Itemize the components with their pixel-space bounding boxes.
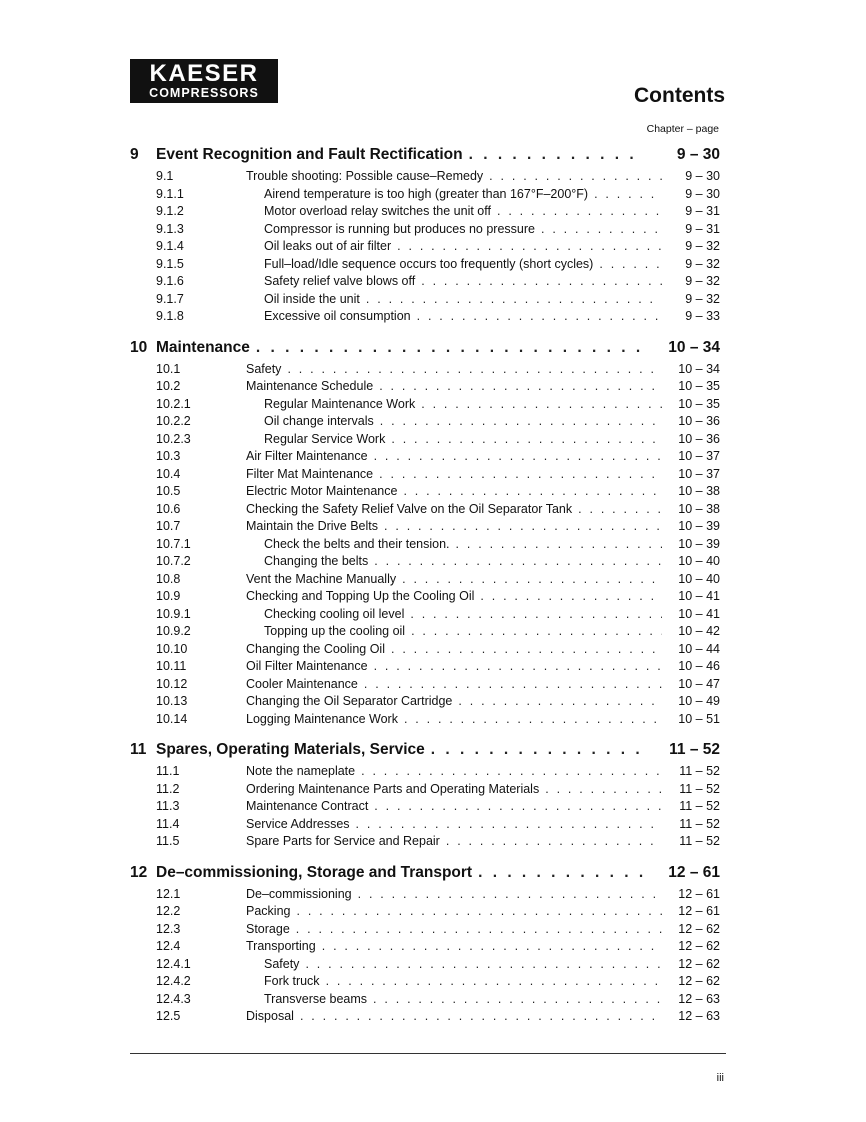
dot-leader xyxy=(599,256,662,274)
toc-section xyxy=(130,335,720,729)
dot-leader xyxy=(541,221,662,239)
entry-number: 9.1.6 xyxy=(156,274,184,288)
entry-page: 11 – 52 xyxy=(679,764,720,778)
dot-leader xyxy=(322,938,662,956)
entry-title: De–commissioning xyxy=(246,886,352,901)
toc-entry[interactable] xyxy=(130,658,720,676)
entry-page: 9 – 30 xyxy=(685,169,720,183)
entry-number: 10.8 xyxy=(156,571,181,586)
entry-page: 11 – 52 xyxy=(679,816,720,831)
toc-entry[interactable] xyxy=(130,553,720,571)
chapter-number: 9 xyxy=(130,146,139,163)
entry-number: 10.12 xyxy=(156,676,188,691)
entry-number: 10.7 xyxy=(156,519,181,533)
toc-entry[interactable] xyxy=(130,1008,720,1026)
entry-number: 12.2 xyxy=(156,904,181,918)
toc-entry[interactable] xyxy=(130,956,720,974)
entry-number: 10.6 xyxy=(156,501,181,516)
entry-number: 12.4.3 xyxy=(156,991,191,1006)
entry-page: 12 – 61 xyxy=(678,904,720,918)
entry-number: 10.5 xyxy=(156,484,181,498)
toc-entry[interactable] xyxy=(130,308,720,326)
toc-entry[interactable] xyxy=(130,921,720,939)
chapter-number: 10 xyxy=(130,338,148,356)
entry-title: Disposal xyxy=(246,1009,294,1023)
toc-entry[interactable] xyxy=(130,886,720,904)
entry-title: Checking the Safety Relief Valve on the Oil Separator Tank xyxy=(246,501,573,516)
entry-page: 11 – 52 xyxy=(679,799,720,813)
entry-number: 11.2 xyxy=(156,781,180,796)
dot-leader xyxy=(469,142,644,168)
chapter-page: 10 – 34 xyxy=(668,338,720,356)
entry-title: Changing the Oil Separator Cartridge xyxy=(246,694,453,708)
toc-entry[interactable] xyxy=(130,256,720,274)
dot-leader xyxy=(421,396,662,414)
entry-page: 10 – 39 xyxy=(678,519,720,533)
dot-leader xyxy=(594,186,662,204)
entry-title: Full–load/Idle sequence occurs too frequently (short cycles) xyxy=(264,256,594,271)
entry-title: Ordering Maintenance Parts and Operating Materials xyxy=(246,781,540,796)
dot-leader xyxy=(300,1008,662,1026)
entry-title: Maintain the Drive Belts xyxy=(246,519,379,533)
entry-title: Transporting xyxy=(246,939,316,953)
entry-page: 10 – 46 xyxy=(678,659,720,673)
toc-entry[interactable] xyxy=(130,798,720,816)
dot-leader xyxy=(410,606,662,624)
toc-entry[interactable] xyxy=(130,466,720,484)
page-number: iii xyxy=(716,1072,724,1084)
toc-entry[interactable] xyxy=(130,361,720,379)
toc-entry[interactable] xyxy=(130,483,720,501)
dot-leader xyxy=(456,536,662,554)
entry-number: 10.7.1 xyxy=(156,536,191,551)
entry-page: 11 – 52 xyxy=(679,834,720,848)
entry-page: 10 – 38 xyxy=(678,484,720,498)
dot-leader xyxy=(366,291,662,309)
entry-title: Service Addresses xyxy=(246,816,350,831)
chapter-number: 11 xyxy=(130,741,147,758)
toc-entry[interactable] xyxy=(130,168,720,186)
entry-number: 10.9 xyxy=(156,589,181,603)
entry-number: 10.10 xyxy=(156,641,188,656)
logo-line-2: COMPRESSORS xyxy=(149,86,259,100)
entry-page: 10 – 41 xyxy=(678,589,720,603)
entry-title: Note the nameplate xyxy=(246,764,356,778)
entry-title: Logging Maintenance Work xyxy=(246,711,398,726)
entry-number: 11.4 xyxy=(156,816,180,831)
entry-number: 10.9.1 xyxy=(156,606,191,621)
dot-leader xyxy=(478,860,644,886)
entry-number: 12.4 xyxy=(156,939,181,953)
toc-entry[interactable] xyxy=(130,501,720,519)
toc-entry[interactable] xyxy=(130,991,720,1009)
entry-title: Spare Parts for Service and Repair xyxy=(246,834,440,848)
entry-page: 10 – 35 xyxy=(678,396,720,411)
dot-leader xyxy=(480,588,662,606)
dot-leader xyxy=(356,816,662,834)
entry-page: 10 – 39 xyxy=(678,536,720,551)
entry-title: Maintenance Schedule xyxy=(246,379,374,393)
entry-title: Changing the Cooling Oil xyxy=(246,641,385,656)
toc-entry[interactable] xyxy=(130,518,720,536)
entry-page: 10 – 34 xyxy=(678,361,720,376)
toc-entry[interactable] xyxy=(130,378,720,396)
dot-leader xyxy=(326,973,662,991)
entry-number: 12.4.2 xyxy=(156,974,191,988)
toc-entry[interactable] xyxy=(130,413,720,431)
dot-leader xyxy=(421,273,662,291)
entry-page: 10 – 37 xyxy=(678,449,720,463)
chapter-page: 11 – 52 xyxy=(669,741,720,758)
chapter-title: Spares, Operating Materials, Service xyxy=(156,741,425,758)
entry-title: Electric Motor Maintenance xyxy=(246,484,398,498)
entry-number: 12.4.1 xyxy=(156,956,191,971)
toc-entry[interactable] xyxy=(130,623,720,641)
entry-number: 9.1.1 xyxy=(156,186,184,201)
dot-leader xyxy=(391,431,662,449)
entry-number: 9.1.2 xyxy=(156,204,184,218)
chapter-page: 9 – 30 xyxy=(676,146,720,163)
dot-leader xyxy=(402,571,662,589)
toc-entry[interactable] xyxy=(130,693,720,711)
dot-leader xyxy=(364,676,662,694)
chapter-title: Event Recognition and Fault Rectification xyxy=(156,146,463,163)
dot-leader xyxy=(374,658,662,676)
entry-page: 9 – 33 xyxy=(685,309,720,323)
toc-entry[interactable] xyxy=(130,571,720,589)
toc-entry[interactable] xyxy=(130,903,720,921)
dot-leader xyxy=(256,335,644,361)
toc-chapter-heading[interactable] xyxy=(130,737,720,763)
entry-page: 10 – 40 xyxy=(678,554,720,568)
entry-title: Checking and Topping Up the Cooling Oil xyxy=(246,589,475,603)
entry-title: Safety xyxy=(264,956,300,971)
entry-page: 9 – 31 xyxy=(685,221,720,236)
entry-number: 11.5 xyxy=(156,834,180,848)
entry-number: 9.1.7 xyxy=(156,291,184,306)
toc-entry[interactable] xyxy=(130,973,720,991)
entry-title: Changing the belts xyxy=(264,554,369,568)
entry-title: Topping up the cooling oil xyxy=(264,624,406,638)
entry-number: 10.11 xyxy=(156,659,187,673)
entry-number: 10.9.2 xyxy=(156,624,191,638)
logo-line-1: KAESER xyxy=(149,60,259,87)
entry-title: Regular Service Work xyxy=(264,431,386,446)
entry-number: 12.3 xyxy=(156,921,181,936)
chapter-title: Maintenance xyxy=(156,338,250,356)
entry-title: Regular Maintenance Work xyxy=(264,396,416,411)
entry-page: 12 – 62 xyxy=(678,956,720,971)
toc-chapter-heading[interactable] xyxy=(130,860,720,886)
toc-entry[interactable] xyxy=(130,816,720,834)
entry-page: 9 – 31 xyxy=(685,204,720,218)
chapter-title: De–commissioning, Storage and Transport xyxy=(156,863,473,881)
entry-page: 12 – 62 xyxy=(678,921,720,936)
dot-leader xyxy=(458,693,662,711)
entry-page: 9 – 32 xyxy=(685,256,720,271)
dot-leader xyxy=(374,553,662,571)
entry-title: Cooler Maintenance xyxy=(246,676,358,691)
toc-entry[interactable] xyxy=(130,431,720,449)
entry-page: 10 – 51 xyxy=(678,711,720,726)
entry-page: 10 – 37 xyxy=(678,466,720,481)
toc-entry[interactable] xyxy=(130,221,720,239)
toc-entry[interactable] xyxy=(130,763,720,781)
toc-entry[interactable] xyxy=(130,833,720,851)
dot-leader xyxy=(380,413,662,431)
toc-section xyxy=(130,860,720,1026)
entry-page: 9 – 32 xyxy=(685,274,720,288)
dot-leader xyxy=(446,833,662,851)
entry-page: 10 – 41 xyxy=(678,606,720,621)
entry-number: 10.3 xyxy=(156,449,181,463)
entry-number: 9.1.3 xyxy=(156,221,184,236)
entry-title: Excessive oil consumption xyxy=(264,309,411,323)
toc-entry[interactable] xyxy=(130,273,720,291)
entry-title: Vent the Machine Manually xyxy=(246,571,397,586)
entry-title: Motor overload relay switches the unit off xyxy=(264,204,491,218)
dot-leader xyxy=(397,238,662,256)
entry-page: 12 – 63 xyxy=(678,991,720,1006)
toc-entry[interactable] xyxy=(130,291,720,309)
entry-title: Maintenance Contract xyxy=(246,799,369,813)
page-title: Contents xyxy=(634,84,725,107)
entry-title: Oil change intervals xyxy=(264,414,374,428)
entry-page: 10 – 47 xyxy=(678,676,720,691)
entry-title: Packing xyxy=(246,904,291,918)
entry-title: Airend temperature is too high (greater than 167°F–200°F) xyxy=(264,186,589,201)
toc-entry[interactable] xyxy=(130,676,720,694)
entry-page: 9 – 32 xyxy=(685,239,720,253)
toc-entry[interactable] xyxy=(130,536,720,554)
toc-entry[interactable] xyxy=(130,711,720,729)
dot-leader xyxy=(358,886,662,904)
entry-title: Fork truck xyxy=(264,974,320,988)
table-of-contents xyxy=(130,142,720,1035)
dot-leader xyxy=(384,518,662,536)
entry-number: 11.1 xyxy=(156,764,180,778)
entry-title: Checking cooling oil level xyxy=(264,606,405,621)
toc-entry[interactable] xyxy=(130,588,720,606)
entry-page: 11 – 52 xyxy=(679,781,720,796)
entry-page: 10 – 35 xyxy=(678,379,720,393)
dot-leader xyxy=(578,501,662,519)
entry-page: 12 – 62 xyxy=(678,974,720,988)
dot-leader xyxy=(287,361,662,379)
entry-title: Check the belts and their tension. xyxy=(264,536,450,551)
entry-number: 10.2 xyxy=(156,379,181,393)
chapter-page-label: Chapter – page xyxy=(646,123,719,135)
entry-number: 10.1 xyxy=(156,361,181,376)
entry-title: Filter Mat Maintenance xyxy=(246,466,374,481)
toc-chapter-heading[interactable] xyxy=(130,335,720,361)
entry-number: 10.2.3 xyxy=(156,431,191,446)
dot-leader xyxy=(404,711,662,729)
entry-number: 10.2.2 xyxy=(156,414,191,428)
dot-leader xyxy=(403,483,662,501)
entry-number: 9.1 xyxy=(156,169,174,183)
dot-leader xyxy=(361,763,662,781)
dot-leader xyxy=(417,308,662,326)
dot-leader xyxy=(497,203,662,221)
dot-leader xyxy=(379,378,662,396)
toc-entry[interactable] xyxy=(130,238,720,256)
entry-title: Air Filter Maintenance xyxy=(246,449,368,463)
entry-number: 11.3 xyxy=(156,799,180,813)
entry-number: 9.1.8 xyxy=(156,309,184,323)
kaeser-logo xyxy=(130,59,278,103)
dot-leader xyxy=(431,737,644,763)
entry-number: 9.1.4 xyxy=(156,239,184,253)
dot-leader xyxy=(305,956,662,974)
dot-leader xyxy=(545,781,662,799)
entry-number: 10.4 xyxy=(156,466,181,481)
toc-entry[interactable] xyxy=(130,606,720,624)
entry-page: 9 – 30 xyxy=(685,186,720,201)
dot-leader xyxy=(379,466,662,484)
chapter-page: 12 – 61 xyxy=(668,863,720,881)
entry-title: Safety relief valve blows off xyxy=(264,274,416,288)
toc-entry[interactable] xyxy=(130,641,720,659)
dot-leader xyxy=(373,991,662,1009)
entry-number: 10.7.2 xyxy=(156,554,191,568)
toc-entry[interactable] xyxy=(130,203,720,221)
entry-page: 10 – 44 xyxy=(678,641,720,656)
entry-page: 10 – 42 xyxy=(678,624,720,638)
entry-title: Transverse beams xyxy=(264,991,368,1006)
entry-page: 10 – 36 xyxy=(678,414,720,428)
entry-number: 10.2.1 xyxy=(156,396,191,411)
toc-entry[interactable] xyxy=(130,938,720,956)
entry-title: Oil inside the unit xyxy=(264,291,360,306)
toc-entry[interactable] xyxy=(130,186,720,204)
entry-title: Compressor is running but produces no pressure xyxy=(264,221,535,236)
entry-page: 12 – 61 xyxy=(678,886,720,901)
dot-leader xyxy=(296,903,662,921)
dot-leader xyxy=(411,623,662,641)
toc-section xyxy=(130,142,720,326)
entry-title: Oil Filter Maintenance xyxy=(246,659,368,673)
entry-number: 10.13 xyxy=(156,694,188,708)
toc-entry[interactable] xyxy=(130,781,720,799)
dot-leader xyxy=(391,641,662,659)
entry-number: 10.14 xyxy=(156,711,188,726)
entry-page: 10 – 36 xyxy=(678,431,720,446)
dot-leader xyxy=(296,921,662,939)
toc-entry[interactable] xyxy=(130,448,720,466)
toc-section xyxy=(130,737,720,851)
dot-leader xyxy=(374,798,662,816)
entry-page: 10 – 40 xyxy=(678,571,720,586)
entry-title: Oil leaks out of air filter xyxy=(264,239,392,253)
entry-title: Safety xyxy=(246,361,282,376)
entry-page: 9 – 32 xyxy=(685,291,720,306)
toc-entry[interactable] xyxy=(130,396,720,414)
entry-title: Trouble shooting: Possible cause–Remedy xyxy=(246,169,484,183)
entry-number: 12.1 xyxy=(156,886,181,901)
footer-divider xyxy=(130,1053,726,1054)
toc-chapter-heading[interactable] xyxy=(130,142,720,168)
entry-page: 12 – 63 xyxy=(678,1009,720,1023)
dot-leader xyxy=(489,168,662,186)
entry-page: 10 – 38 xyxy=(678,501,720,516)
entry-number: 12.5 xyxy=(156,1009,181,1023)
entry-page: 10 – 49 xyxy=(678,694,720,708)
entry-page: 12 – 62 xyxy=(678,939,720,953)
chapter-number: 12 xyxy=(130,863,148,881)
entry-title: Storage xyxy=(246,921,290,936)
dot-leader xyxy=(374,448,662,466)
entry-number: 9.1.5 xyxy=(156,256,184,271)
